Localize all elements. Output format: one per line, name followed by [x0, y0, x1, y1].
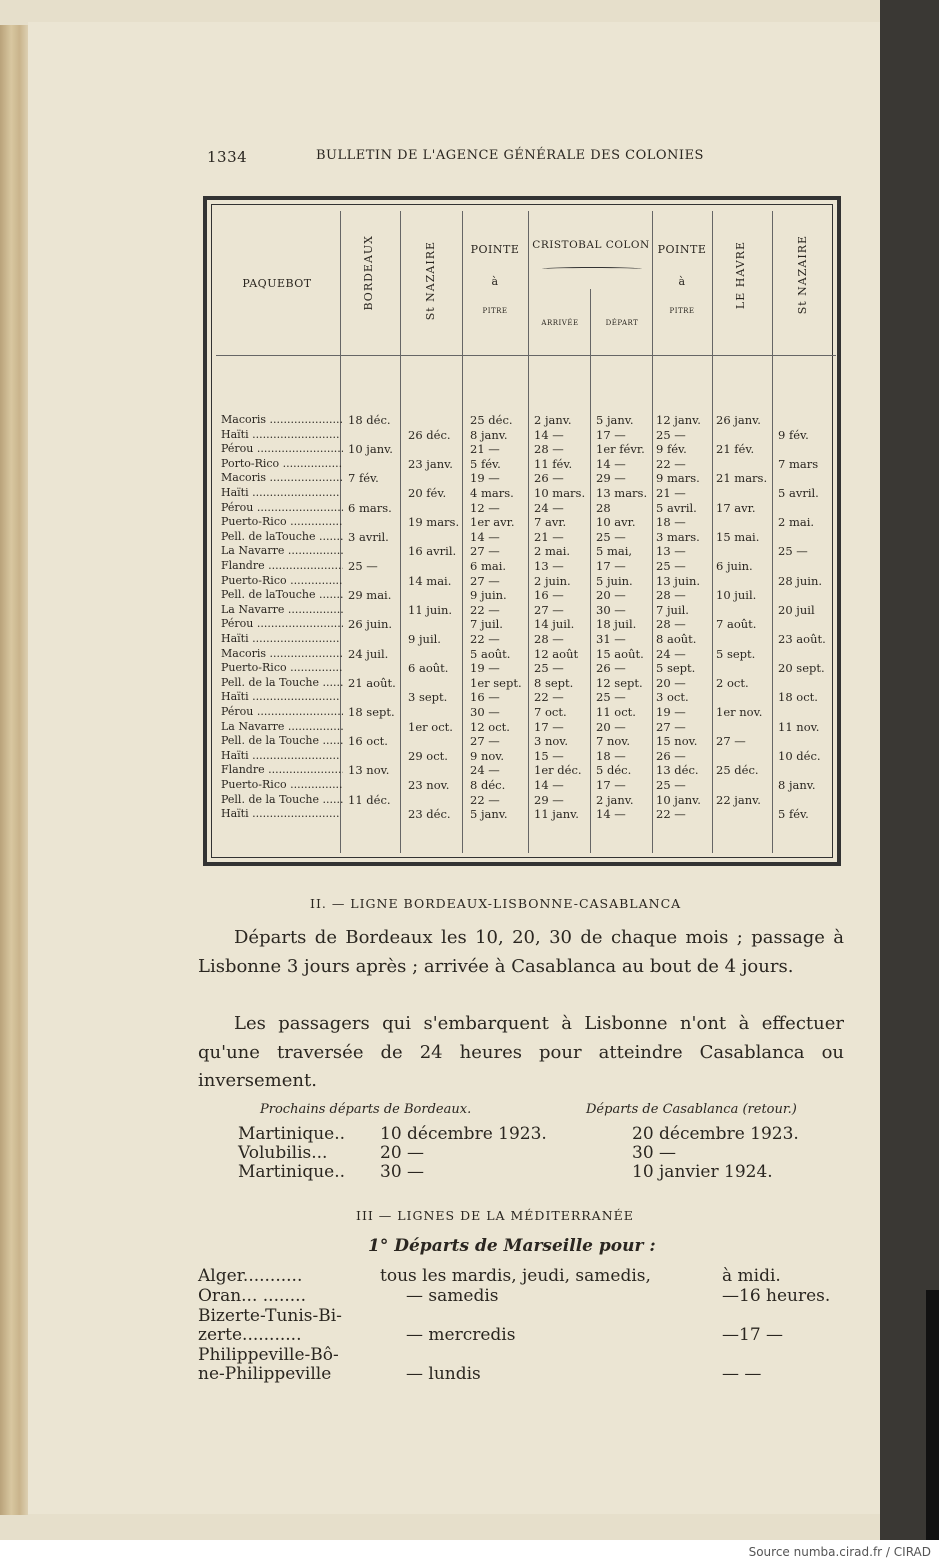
ship-name: Flandre ..... — [221, 763, 343, 778]
date-cell: 20 sept. — [778, 661, 825, 676]
table-row — [212, 501, 840, 516]
date-cell: 27 — — [470, 734, 500, 749]
date-cell: 7 avr. — [534, 515, 567, 530]
table-row — [212, 515, 840, 530]
date-cell: 27 — — [656, 719, 686, 734]
date-cell: 18 déc. — [348, 413, 391, 427]
date-cell: 10 avr. — [596, 515, 636, 530]
col-casablanca-header: Départs de Casablanca (retour.) — [586, 1102, 797, 1117]
date-cell: 3 nov. — [534, 734, 569, 749]
date-cell: 5 mai, — [596, 544, 633, 559]
date-cell: 28 — — [656, 617, 686, 632]
section-2-paragraph-2: Les passagers qui s'embarquent à Lisbonne n'ont à effectuer qu'une traversée de 24 heures pour atteindre Casablanca ou inversement. — [198, 1013, 844, 1091]
date-cell: 9 fév. — [656, 442, 687, 457]
departure-time: à midi. — [722, 1266, 781, 1286]
date-cell: 29 mai. — [348, 588, 392, 603]
date-cell: 26 juin. — [348, 617, 393, 632]
table-row — [212, 749, 840, 764]
date-cell: 14 — — [596, 456, 626, 471]
date-cell: 13 — — [656, 544, 686, 559]
table-row — [212, 734, 840, 749]
header-arrivee: ARRIVÉE — [541, 319, 579, 327]
ship-name: La Navarre ..... — [221, 603, 343, 618]
date-cell: 11 oct. — [596, 705, 636, 719]
ship-name: Macoris ..... — [221, 647, 343, 662]
date-cell: 22 — — [534, 690, 564, 705]
header-le-havre: LE HAVRE — [734, 241, 747, 310]
section-2-paragraph-1: Départs de Bordeaux les 10, 20, 30 de chaque mois ; passage à Lisbonne 3 jours après ; arrivée à Casablanca au bout de 4 jours. — [198, 927, 844, 977]
date-cell: 18 — — [596, 748, 626, 763]
date-cell: 25 — — [656, 559, 686, 573]
date-cell: 9 juin. — [470, 588, 507, 603]
table-row — [212, 793, 840, 808]
header-depart: DÉPART — [605, 319, 639, 327]
date-cell: 18 sept. — [348, 705, 395, 719]
date-cell: 28 — — [534, 632, 564, 646]
ship-name: Haïti ..... — [221, 486, 343, 501]
ship-name: La Navarre ..... — [221, 544, 343, 559]
date-cell: 11 juin. — [408, 602, 453, 617]
date-cell: 21 — — [656, 486, 686, 500]
date-cell: 15 nov. — [656, 734, 698, 749]
ship-name: Puerto-Rico ..... — [221, 574, 343, 589]
ship-name: Pérou ..... — [221, 442, 343, 457]
date-cell: 29 oct. — [408, 748, 448, 763]
destination: Bizerte-Tunis-Bi- — [198, 1306, 342, 1326]
date-cell: 12 sept. — [596, 675, 643, 690]
date-cell: 17 — — [596, 427, 626, 442]
date-cell: 16 — — [470, 690, 500, 705]
frequency: — mercredis — [406, 1325, 516, 1345]
date-cell: 3 oct. — [656, 690, 689, 705]
section-2-title: II. — LIGNE BORDEAUX-LISBONNE-CASABLANCA — [310, 896, 682, 911]
table-row — [212, 442, 840, 457]
timetable — [203, 196, 841, 866]
date-cell: 25 déc. — [470, 413, 513, 427]
table-row — [212, 428, 840, 443]
date-cell: 22 — — [470, 632, 500, 646]
date-cell: 24 — — [656, 646, 686, 661]
ship-name: Porto-Rico ..... — [221, 457, 343, 472]
departure-time: —16 heures. — [722, 1286, 831, 1306]
page-number: 1334 — [207, 148, 248, 166]
date-cell: 25 — — [348, 559, 378, 573]
date-cell: 8 déc. — [470, 778, 506, 792]
header-a-2: à — [678, 275, 686, 288]
date-cell: 18 — — [656, 515, 686, 530]
table-row — [212, 486, 840, 501]
date-cell: 21 mars. — [716, 471, 768, 486]
ship-name: Haïti ..... — [221, 807, 343, 822]
table-row — [212, 457, 840, 472]
date-cell: 25 — — [656, 778, 686, 792]
ship-name: Macoris ..... — [221, 471, 343, 486]
date-cell: 5 avril. — [656, 500, 697, 515]
date-cell: 21 — — [470, 442, 500, 457]
date-cell: 14 — — [596, 807, 626, 822]
table-row — [212, 763, 840, 778]
date-cell: 22 janv. — [716, 792, 761, 807]
destination: ne-Philippeville — [198, 1364, 332, 1384]
date-cell: 13 mars. — [596, 486, 648, 500]
departure-date: 10 décembre 1923. — [380, 1124, 547, 1144]
date-cell: 20 — — [596, 588, 626, 603]
date-cell: 2 janv. — [534, 413, 572, 427]
table-row — [212, 661, 840, 676]
date-cell: 20 fév. — [408, 486, 447, 500]
date-cell: 27 — — [716, 734, 746, 749]
date-cell: 28 juin. — [778, 573, 823, 588]
ship-name: La Navarre ..... — [221, 720, 343, 735]
date-cell: 20 — — [596, 719, 626, 734]
date-cell: 28 — — [656, 588, 686, 603]
date-cell: 1er avr. — [470, 515, 515, 530]
destination: zerte........... — [198, 1325, 302, 1345]
ship-name: Puerto-Rico ..... — [221, 515, 343, 530]
date-cell: 3 mars. — [656, 529, 700, 544]
date-cell: 6 mai. — [470, 559, 507, 573]
date-cell: 9 mars. — [656, 471, 700, 486]
section-3-subtitle: 1° Départs de Marseille pour : — [368, 1236, 656, 1256]
departure-date: 30 — — [380, 1162, 425, 1182]
date-cell: 7 oct. — [534, 705, 567, 719]
ship-name: Haïti ..... — [221, 632, 343, 647]
date-cell: 18 oct. — [778, 690, 818, 705]
ship-name: Pell. de la Touche ..... — [221, 676, 343, 691]
date-cell: 26 — — [656, 748, 686, 763]
table-row — [212, 574, 840, 589]
date-cell: 10 janv. — [348, 442, 393, 457]
header-pitre-2: PITRE — [669, 307, 695, 315]
date-cell: 24 — — [470, 763, 500, 778]
date-cell: 12 oct. — [470, 719, 510, 734]
date-cell: 9 fév. — [778, 427, 809, 442]
date-cell: 1er oct. — [408, 719, 453, 734]
date-cell: 28 — — [534, 442, 564, 457]
departure-date: 30 — — [632, 1143, 677, 1163]
table-row — [212, 647, 840, 662]
date-cell: 1er févr. — [596, 442, 645, 457]
date-cell: 21 fév. — [716, 442, 755, 457]
date-cell: 22 — — [656, 807, 686, 822]
ship-name: Martinique.. — [238, 1124, 346, 1144]
departure-date: 20 décembre 1923. — [632, 1124, 799, 1144]
date-cell: 7 nov. — [596, 734, 631, 749]
date-cell: 19 — — [656, 705, 686, 719]
date-cell: 25 — — [656, 427, 686, 442]
date-cell: 14 — — [470, 529, 500, 544]
date-cell: 3 sept. — [408, 690, 448, 705]
table-row — [212, 617, 840, 632]
ship-name: Pérou ..... — [221, 501, 343, 516]
header-paquebot: PAQUEBOT — [242, 277, 312, 290]
date-cell: 5 sept. — [656, 661, 696, 676]
departure-date: 20 — — [380, 1143, 425, 1163]
header-bordeaux: BORDEAUX — [362, 235, 375, 311]
date-cell: 7 juil. — [470, 617, 503, 632]
header-pointe-2: POINTE — [657, 243, 707, 256]
date-cell: 10 mars. — [534, 486, 586, 500]
date-cell: 14 — — [534, 427, 564, 442]
date-cell: 15 mai. — [716, 529, 760, 544]
date-cell: 5 avril. — [778, 486, 819, 500]
table-row — [212, 544, 840, 559]
date-cell: 28 — [596, 500, 611, 515]
date-cell: 5 août. — [470, 646, 511, 661]
table-row — [212, 690, 840, 705]
date-cell: 1er déc. — [534, 763, 582, 778]
date-cell: 1er sept. — [470, 675, 522, 690]
date-cell: 9 juil. — [408, 632, 441, 646]
date-cell: 22 — — [656, 456, 686, 471]
ship-name: Haïti ..... — [221, 428, 343, 443]
date-cell: 5 fév. — [470, 456, 501, 471]
date-cell: 22 — — [470, 792, 500, 807]
date-cell: 21 — — [534, 529, 564, 544]
date-cell: 25 déc. — [716, 763, 759, 778]
date-cell: 29 — — [596, 471, 626, 486]
date-cell: 24 juil. — [348, 646, 389, 661]
date-cell: 9 nov. — [470, 748, 505, 763]
date-cell: 22 — — [470, 602, 500, 617]
date-cell: 11 déc. — [348, 792, 391, 807]
ship-name: Haïti ..... — [221, 690, 343, 705]
section-3-title: III — LIGNES DE LA MÉDITERRANÉE — [356, 1208, 634, 1223]
date-cell: 5 fév. — [778, 807, 809, 822]
table-row — [212, 632, 840, 647]
departure-time: —17 — — [722, 1325, 784, 1345]
col-bordeaux-header: Prochains départs de Bordeaux. — [260, 1102, 472, 1117]
date-cell: 2 mai. — [778, 515, 815, 530]
date-cell: 23 août. — [778, 632, 826, 646]
date-cell: 4 mars. — [470, 486, 514, 500]
ship-name: Macoris ..... — [221, 413, 343, 428]
scanner-margin-dark — [926, 1290, 939, 1540]
date-cell: 14 mai. — [408, 573, 452, 588]
date-cell: 8 janv. — [778, 778, 816, 792]
date-cell: 13 déc. — [656, 763, 699, 778]
date-cell: 2 juin. — [534, 573, 571, 588]
header-pitre: PITRE — [482, 307, 508, 315]
date-cell: 17 — — [596, 778, 626, 792]
date-cell: 20 juil — [778, 602, 815, 617]
brace — [542, 267, 642, 271]
date-cell: 26 — — [596, 661, 626, 676]
table-row — [212, 603, 840, 618]
date-cell: 27 — — [534, 602, 564, 617]
date-cell: 10 janv. — [656, 792, 701, 807]
ship-name: Puerto-Rico ..... — [221, 661, 343, 676]
date-cell: 13 — — [534, 559, 564, 573]
frequency: tous les mardis, jeudi, samedis, — [380, 1266, 651, 1286]
date-cell: 2 oct. — [716, 675, 749, 690]
destination: Philippeville-Bô- — [198, 1345, 339, 1365]
source-credit: Source numba.cirad.fr / CIRAD — [748, 1545, 931, 1559]
date-cell: 27 — — [470, 573, 500, 588]
date-cell: 16 avril. — [408, 544, 457, 559]
date-cell: 7 fév. — [348, 471, 379, 486]
header-st-nazaire-2: St NAZAIRE — [796, 235, 809, 315]
date-cell: 18 juil. — [596, 617, 637, 632]
date-cell: 20 — — [656, 675, 686, 690]
date-cell: 26 — — [534, 471, 564, 486]
ship-name: Volubilis... — [238, 1143, 328, 1163]
date-cell: 23 janv. — [408, 456, 453, 471]
ship-name: Flandre ..... — [221, 559, 343, 574]
date-cell: 12 août — [534, 646, 579, 661]
date-cell: 25 — — [596, 690, 626, 705]
date-cell: 25 — — [534, 661, 564, 676]
table-row — [212, 588, 840, 603]
date-cell: 19 mars. — [408, 515, 460, 530]
date-cell: 24 — — [534, 500, 564, 515]
header-cristobal-colon: CRISTOBAL COLON — [532, 239, 650, 251]
date-cell: 23 nov. — [408, 778, 450, 792]
date-cell: 12 — — [470, 500, 500, 515]
table-row — [212, 720, 840, 735]
ship-name: Pérou ..... — [221, 705, 343, 720]
table-row — [212, 676, 840, 691]
date-cell: 13 nov. — [348, 763, 390, 778]
date-cell: 19 — — [470, 471, 500, 486]
book-edge — [0, 25, 28, 1515]
date-cell: 26 janv. — [716, 413, 761, 427]
departure-date: 10 janvier 1924. — [632, 1162, 773, 1182]
date-cell: 1er nov. — [716, 705, 763, 719]
date-cell: 5 janv. — [470, 807, 508, 822]
date-cell: 7 juil. — [656, 602, 689, 617]
table-row — [212, 471, 840, 486]
frequency: — lundis — [406, 1364, 481, 1384]
ship-name: Pell. de la Touche ..... — [221, 734, 343, 749]
date-cell: 6 août. — [408, 661, 449, 676]
date-cell: 19 — — [470, 661, 500, 676]
date-cell: 25 — — [596, 529, 626, 544]
date-cell: 16 — — [534, 588, 564, 603]
date-cell: 5 janv. — [596, 413, 634, 427]
ship-name: Pell. de laTouche ..... — [221, 530, 343, 545]
date-cell: 17 — — [596, 559, 626, 573]
date-cell: 6 juin. — [716, 559, 753, 573]
ship-name: Haïti ..... — [221, 749, 343, 764]
date-cell: 10 déc. — [778, 748, 821, 763]
ship-name: Martinique.. — [238, 1162, 346, 1182]
date-cell: 29 — — [534, 792, 564, 807]
date-cell: 3 avril. — [348, 529, 389, 544]
header-pointe: POINTE — [470, 243, 520, 256]
date-cell: 11 fév. — [534, 456, 573, 471]
date-cell: 16 oct. — [348, 734, 388, 749]
table-row — [212, 559, 840, 574]
date-cell: 27 — — [470, 544, 500, 559]
ship-name: Puerto-Rico ..... — [221, 778, 343, 793]
date-cell: 26 déc. — [408, 427, 451, 442]
date-cell: 15 août. — [596, 646, 644, 661]
date-cell: 12 janv. — [656, 413, 701, 427]
date-cell: 8 sept. — [534, 675, 574, 690]
date-cell: 5 sept. — [716, 646, 756, 661]
header-st-nazaire: St NAZAIRE — [424, 241, 437, 321]
date-cell: 31 — — [596, 632, 626, 646]
date-cell: 10 juil. — [716, 588, 757, 603]
date-cell: 30 — — [470, 705, 500, 719]
header-a: à — [491, 275, 499, 288]
date-cell: 11 nov. — [778, 719, 820, 734]
destination: Alger........... — [198, 1266, 303, 1286]
date-cell: 2 mai. — [534, 544, 571, 559]
date-cell: 25 — — [778, 544, 808, 559]
date-cell: 11 janv. — [534, 807, 579, 822]
date-cell: 7 août. — [716, 617, 757, 632]
ship-name: Pell. de la Touche ..... — [221, 793, 343, 808]
date-cell: 17 — — [534, 719, 564, 734]
table-row — [212, 530, 840, 545]
table-row — [212, 705, 840, 720]
date-cell: 13 juin. — [656, 573, 701, 588]
date-cell: 8 janv. — [470, 427, 508, 442]
date-cell: 17 avr. — [716, 500, 756, 515]
frequency: — samedis — [406, 1286, 499, 1306]
ship-name: Pell. de laTouche ..... — [221, 588, 343, 603]
table-row — [212, 413, 840, 428]
table-row — [212, 807, 840, 822]
ship-name: Pérou ..... — [221, 617, 343, 632]
date-cell: 8 août. — [656, 632, 697, 646]
departure-time: — — — [722, 1364, 762, 1384]
date-cell: 2 janv. — [596, 792, 634, 807]
date-cell: 7 mars — [778, 456, 819, 471]
date-cell: 21 août. — [348, 675, 396, 690]
date-cell: 14 — — [534, 778, 564, 792]
date-cell: 5 juin. — [596, 573, 633, 588]
date-cell: 14 juil. — [534, 617, 575, 632]
date-cell: 15 — — [534, 748, 564, 763]
destination: Oran... ........ — [198, 1286, 306, 1306]
table-row — [212, 778, 840, 793]
running-title: BULLETIN DE L'AGENCE GÉNÉRALE DES COLONIES — [316, 148, 704, 163]
date-cell: 5 déc. — [596, 763, 632, 778]
date-cell: 6 mars. — [348, 500, 392, 515]
date-cell: 23 déc. — [408, 807, 451, 822]
date-cell: 30 — — [596, 602, 626, 617]
